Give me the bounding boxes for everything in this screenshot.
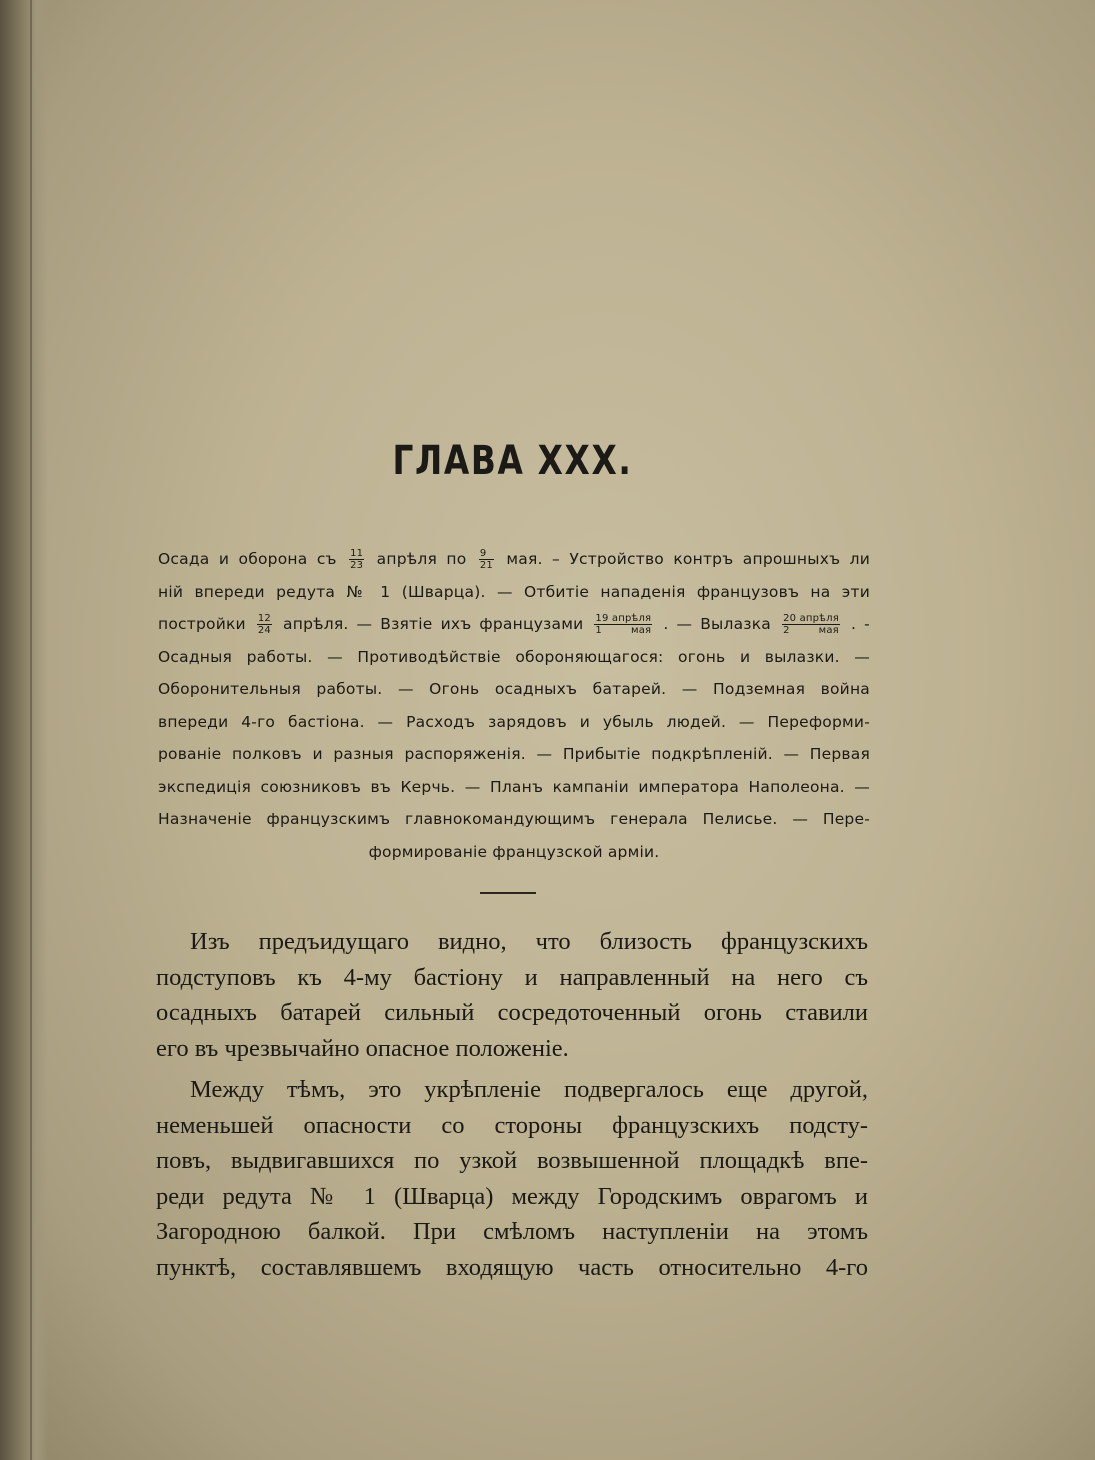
fraction-denominator: 23: [350, 560, 364, 571]
fraction-numerator: 12: [257, 613, 271, 624]
body-line: Загородною балкой. При смѣломъ наступленiи на этомъ: [156, 1218, 868, 1245]
fraction-numerator: 19 апрѣля: [595, 613, 652, 624]
body-line: повъ, выдвигавшихся по узкой возвышенной площадкѣ впе-: [156, 1147, 868, 1174]
body-line: неменьшей опасности со стороны французскихъ подсту-: [156, 1111, 868, 1139]
date-fraction: [782, 613, 840, 636]
summary-line: Осадныя работы. — Противодѣйствiе обороняющагося: огонь и вылазки. —: [158, 647, 870, 666]
summary-text: Осада и оборона съ: [158, 550, 337, 568]
fraction-numerator: 9: [479, 548, 494, 560]
summary-line: рованiе полковъ и разныя распоряженiя. — Прибытiе подкрѣпленiй. — Первая: [158, 745, 870, 763]
date-fraction: [349, 548, 364, 571]
summary-line: экспедицiя союзниковъ въ Керчь. — Планъ кампанiи императора Наполеона. —: [158, 777, 870, 796]
summary-line: впереди 4-го бастiона. — Расходъ зарядовъ и убыль людей. — Переформи-: [158, 712, 870, 731]
date-fraction: [594, 613, 652, 636]
summary-line: Назначенiе французскимъ главнокомандующимъ генерала Пелисье. — Пере-: [158, 810, 870, 828]
body-line: подступовъ къ 4-му бастiону и направленный на него съ: [156, 963, 868, 991]
summary-line: Оборонительныя работы. — Огонь осадныхъ батарей. — Подземная война: [158, 680, 870, 698]
body-line: осадныхъ батарей сильный сосредоточенный огонь ставили: [156, 999, 868, 1026]
date-fraction: [479, 548, 494, 571]
fraction-numerator: 20 апрѣля: [783, 613, 839, 624]
fraction-denominator: 21: [479, 560, 493, 571]
fraction-denominator: 24: [257, 625, 271, 636]
summary-text: . — Вылазка: [663, 615, 772, 633]
chapter-body: [156, 924, 868, 1285]
book-gutter-line: [30, 0, 32, 1460]
section-divider: [480, 892, 536, 894]
body-line: Изъ предъидущаго видно, что близость французскихъ: [190, 928, 868, 955]
body-line: Между тѣмъ, это укрѣпленiе подвергалось еще другой,: [190, 1076, 868, 1103]
fraction-denominator: 2 мая: [783, 625, 839, 636]
summary-text: апрѣля. — Взятiе ихъ французами: [283, 615, 584, 633]
book-spine-shadow: [0, 0, 48, 1460]
summary-line: [158, 543, 870, 576]
chapter-title: ГЛАВА XXX.: [392, 438, 633, 484]
date-fraction: [257, 613, 272, 636]
summary-line: [158, 608, 870, 641]
summary-text: постройки: [158, 615, 246, 633]
summary-line: нiй впереди редута № 1 (Шварца). — Отбитiе нападенiя французовъ на эти: [158, 582, 870, 601]
body-line: пунктѣ, составлявшемъ входящую часть относительно 4-го: [156, 1253, 868, 1281]
body-line: его въ чрезвычайно опасное положенiе.: [156, 1034, 569, 1062]
summary-text: мая. – Устройство контръ апрошныхъ ли: [506, 550, 871, 568]
body-line: реди редута № 1 (Шварца) между Городскимъ оврагомъ и: [156, 1182, 868, 1210]
chapter-summary: [158, 543, 870, 868]
fraction-numerator: 11: [350, 548, 364, 559]
summary-text: . -: [850, 615, 870, 633]
summary-line: формированiе французской армiи.: [368, 842, 660, 861]
fraction-denominator: 1 мая: [595, 625, 652, 636]
summary-text: апрѣля по: [376, 550, 467, 568]
